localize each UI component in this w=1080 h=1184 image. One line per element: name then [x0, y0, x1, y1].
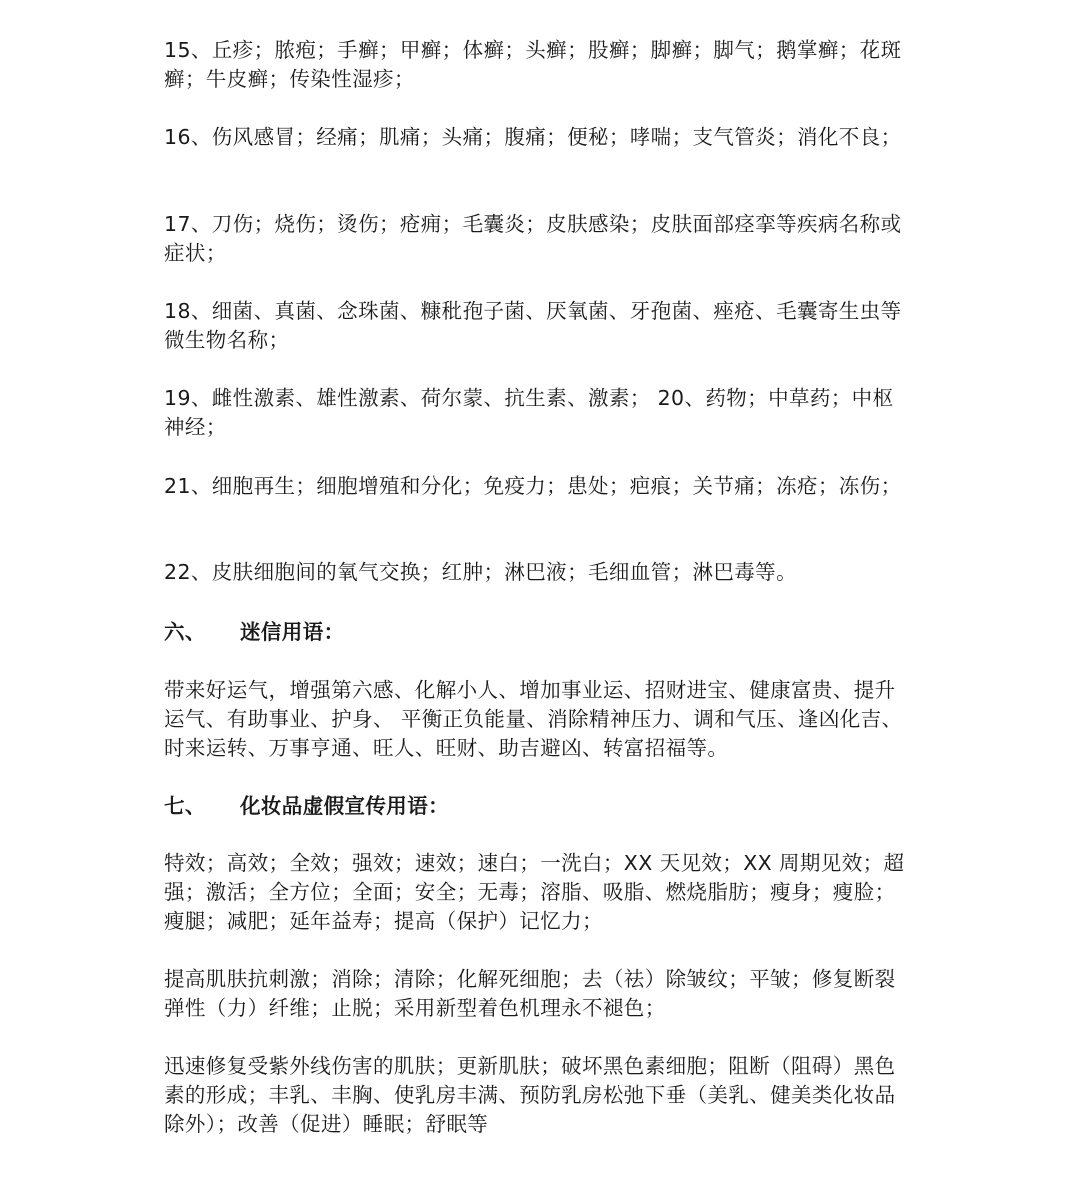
section-7-paragraph-3: 迅速修复受紫外线伤害的肌肤；更新肌肤；破坏黑色素细胞；阻断（阻碍）黑色素的形成；丰乳、丰胸、使乳房丰满、预防乳房松弛下垂（美乳、健美类化妆品除外）；改善（促进）睡眠；舒眠等	[164, 1054, 896, 1136]
list-item-16: 16、伤风感冒；经痛；肌痛；头痛；腹痛；便秘；哮喘；支气管炎；消化不良；	[164, 125, 902, 149]
list-item-17: 17、刀伤；烧伤；烫伤；疮痈；毛囊炎；皮肤感染；皮肤面部痉挛等疾病名称或症状；	[164, 212, 902, 265]
section-7-paragraph-2: 提高肌肤抗刺激；消除；清除；化解死细胞；去（祛）除皱纹；平皱；修复断裂弹性（力）纤维；止脱；采用新型着色机理永不褪色；	[164, 967, 896, 1020]
section-title: 化妆品虚假宣传用语：	[240, 794, 449, 818]
section-heading-7	[164, 792, 449, 821]
list-item-19-20: 19、雌性激素、雄性激素、荷尔蒙、抗生素、激素； 20、药物；中草药；中枢神经；	[164, 386, 894, 439]
section-title: 迷信用语：	[240, 620, 345, 644]
list-item-15: 15、丘疹；脓疱；手癣；甲癣；体癣；头癣；股癣；脚癣；脚气；鹅掌癣；花斑癣；牛皮癣；传染性湿疹；	[164, 38, 902, 91]
section-number: 六、	[164, 620, 206, 644]
section-heading-6	[164, 618, 345, 647]
list-item-18: 18、细菌、真菌、念珠菌、糠秕孢子菌、厌氧菌、牙孢菌、痤疮、毛囊寄生虫等微生物名称；	[164, 299, 902, 352]
section-7-paragraph-1: 特效；高效；全效；强效；速效；速白；一洗白；XX 天见效；XX 周期见效；超强；激活；全方位；全面；安全；无毒；溶脂、吸脂、燃烧脂肪；瘦身；瘦脸；瘦腿；减肥；延年益寿；提高（保护）记忆力；	[164, 851, 905, 933]
list-item-22: 22、皮肤细胞间的氧气交换；红肿；淋巴液；毛细血管；淋巴毒等。	[164, 560, 797, 584]
section-number: 七、	[164, 794, 206, 818]
section-6-body: 带来好运气，增强第六感、化解小人、增加事业运、招财进宝、健康富贵、提升运气、有助事业、护身、 平衡正负能量、消除精神压力、调和气压、逢凶化吉、时来运转、万事亨通、旺人、旺财、助吉避凶、转富招福等。	[164, 678, 903, 760]
list-item-21: 21、细胞再生；细胞增殖和分化；免疫力；患处；疤痕；关节痛；冻疮；冻伤；	[164, 474, 902, 498]
